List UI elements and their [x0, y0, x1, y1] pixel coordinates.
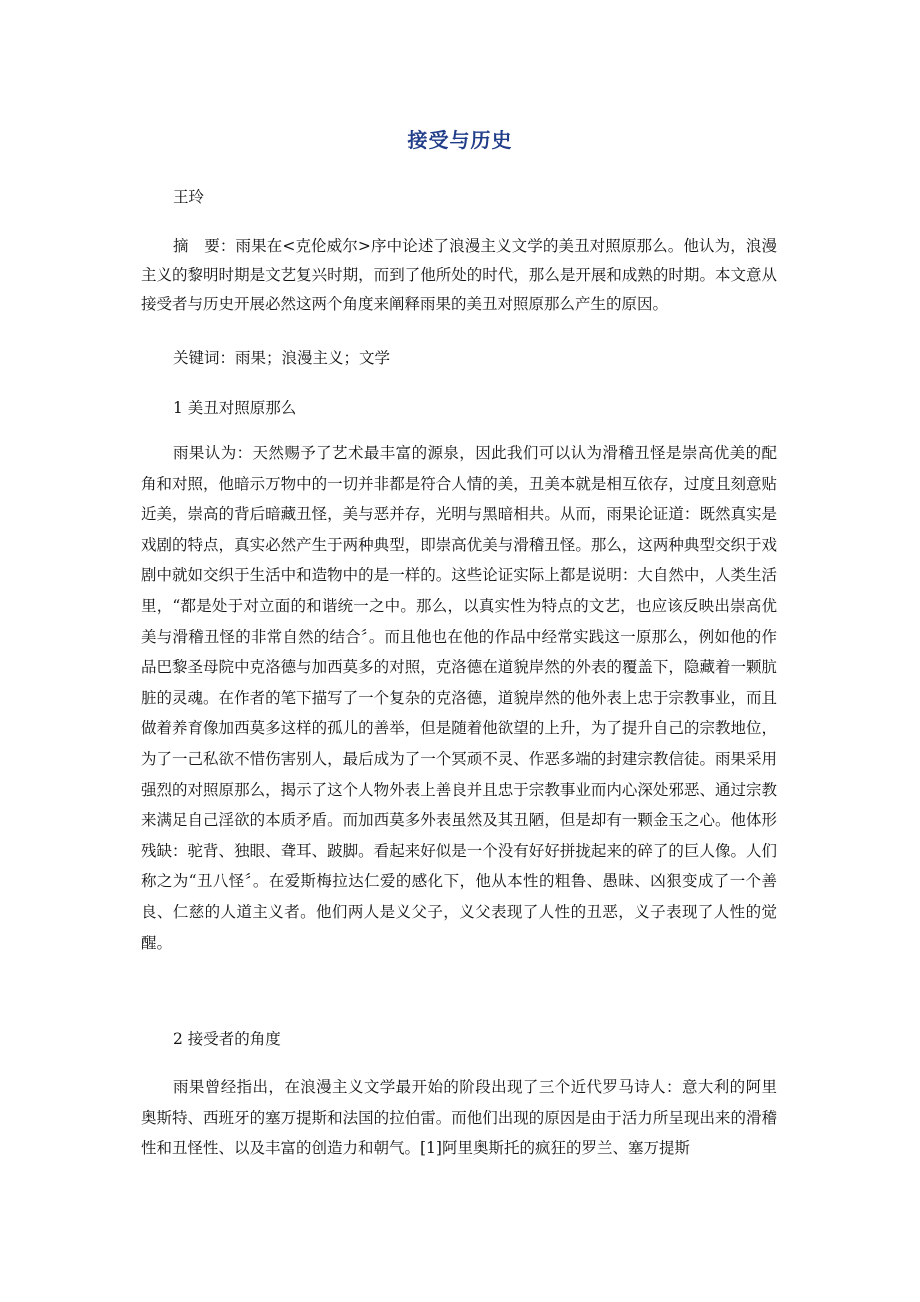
section-2-heading: 2 接受者的角度 — [173, 1030, 281, 1048]
section-2-paragraph: 雨果曾经指出，在浪漫主义文学最开始的阶段出现了三个近代罗马诗人：意大利的阿里奥斯特、西班牙的塞万提斯和法国的拉伯雷。而他们出现的原因是由于活力所呈现出来的滑稽性和丑怪性、以及丰富的创造力和朝气。[1]阿里奥斯托的疯狂的罗兰、塞万提斯 — [141, 1078, 777, 1157]
section-1-heading: 1 美丑对照原那么 — [173, 399, 297, 417]
abstract-paragraph: 摘 要：雨果在<克伦威尔>序中论述了浪漫主义文学的美丑对照原那么。他认为，浪漫主义的黎明时期是文艺复兴时期，而到了他所处的时代，那么是开展和成熟的时期。本文意从接受者与历史开展必然这两个角度来阐释雨果的美丑对照原那么产生的原因。 — [141, 237, 777, 313]
document-title: 接受与历史 — [407, 128, 513, 152]
author-name: 王玲 — [173, 188, 205, 206]
section-1-paragraph: 雨果认为：天然赐予了艺术最丰富的源泉，因此我们可以认为滑稽丑怪是崇高优美的配角和对照，他暗示万物中的一切并非都是符合人情的美，丑美本就是相互依存，过度且刻意贴近美，崇高的背后暗藏丑怪，美与恶并存，光明与黑暗相共。从而，雨果论证道：既然真实是戏剧的特点，真实必然产生于两种典型，即崇高优美与滑稽丑怪。那么，这两种典型交织于戏剧中就如交织于生活中和造物中的是一样的。这些论证实际上都是说明：大自然中，人类生活里，“都是处于对立面的和谐统一之中。那么，以真实性为特点的文艺，也应该反映出崇高优美与滑稽丑怪的非常自然的结合〞。而且他也在他的作品中经常实践这一原那么，例如他的作品巴黎圣母院中克洛德与加西莫多的对照，克洛德在道貌岸然的外表的覆盖下，隐藏着一颗肮脏的灵魂。在作者的笔下描写了一个复杂的克洛德，道貌岸然的他外表上忠于宗教事业，而且做着养育像加西莫多这样的孤儿的善举，但是随着他欲望的上升，为了提升自己的宗教地位，为了一己私欲不惜伤害别人，最后成为了一个冥顽不灵、作恶多端的封建宗教信徒。雨果采用强烈的对照原那么，揭示了这个人物外表上善良并且忠于宗教事业而内心深处邪恶、通过宗教来满足自己淫欲的本质矛盾。而加西莫多外表虽然及其丑陋，但是却有一颗金玉之心。他体形残缺：驼背、独眼、聋耳、跛脚。看起来好似是一个没有好好拼拢起来的碎了的巨人像。人们称之为“丑八怪〞。在爱斯梅拉达仁爱的感化下，他从本性的粗鲁、愚昧、凶狠变成了一个善良、仁慈的人道主义者。他们两人是义父子，义父表现了人性的丑恶，义子表现了人性的觉醒。 — [141, 444, 777, 952]
keywords-line: 关键词：雨果；浪漫主义；文学 — [173, 349, 391, 367]
